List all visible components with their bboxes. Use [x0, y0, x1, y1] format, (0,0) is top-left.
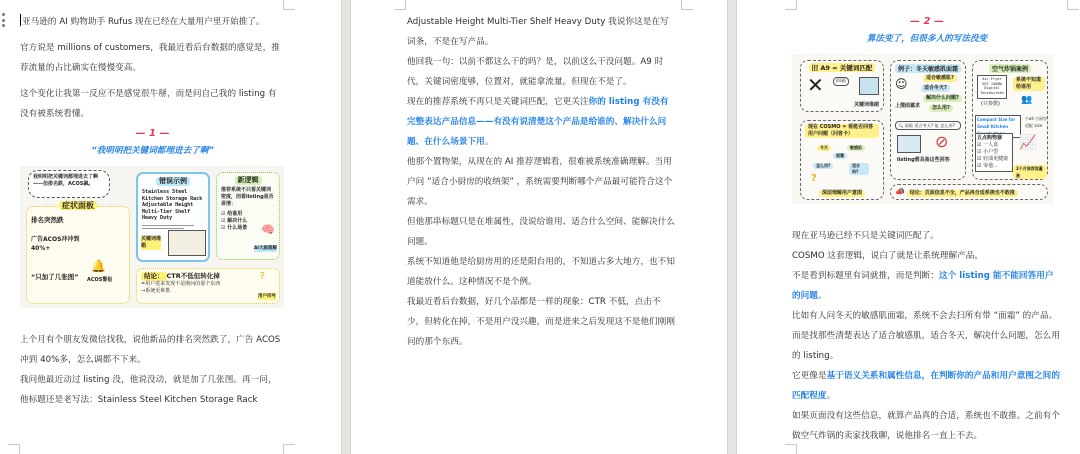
page-separator [727, 0, 737, 454]
quote-bubble: 我明明把关键词都埋进去了啊——但排名跌，ACOS飙。 [28, 170, 110, 198]
document-page-1 [0, 0, 341, 454]
page-corner-mark [283, 444, 295, 454]
new-logic-panel: 新逻辑 推荐系统不只看关键词密度，而看listing是否讲清： ☑ 给谁用 ☑ 解决什么 ☑ 什么场景 🧠 AI大脑理解 [216, 172, 280, 260]
page-1-content[interactable] [20, 12, 285, 410]
infographic-algorithm-change[interactable] [792, 54, 1054, 204]
growth-chart-icon: 📈 [1019, 135, 1037, 151]
paragraph[interactable]: 比如有人问冬天的敏感肌面霜，系统不会去扫所有带 “面霜” 的产品。而是找那些清楚表达了适合敏感肌，适合冬天，解决什么问题，怎么用的 listing。 [792, 311, 1060, 361]
symptom-panel: 症状面板 排名突然跌 广告ACOS冲冲到40%+ 🔔 ACOS警报 “只加了几张图” [26, 206, 130, 304]
paragraph[interactable]: 现在亚马逊已经不只是关键词匹配了。 [792, 231, 939, 241]
example-panel: 例子：冬天敏感肌面霜 ☺ 适合敏感肌? 适合冬天? 解决什么问题? 怎么用? 上搜面霜求 🔍 面霜 适合冬天? 能 怎么用? ⊘ listing需具备这些回答 [890, 60, 966, 180]
screen-icon [859, 77, 879, 95]
old-a9-panel: 旧 A9 = 关键词匹配 ✕ 面霜 关键词堆砌 [800, 60, 884, 112]
semantic-network-diagram: 面霜 冬天 敏感肌 怎么用? 适合吗? [813, 145, 869, 173]
prohibited-icon: ⊘ [935, 132, 949, 151]
paragraph[interactable]: 上个月有个朋友发微信找我，说他新品的排名突然跌了，广告 ACOS 冲到 40%多，怎么调都不下来。 [20, 335, 281, 365]
search-bar: 🔍 面霜 适合冬天? 能 怎么用? [895, 121, 961, 130]
paragraph[interactable]: 如果页面没有这些信息，就算产品真的合适，系统也不敢推。之前有个做空气炸锅的卖家找我聊，说他排名一直上不去。 [792, 411, 1060, 441]
question-mark-icon: ? [811, 173, 817, 184]
paragraph[interactable]: 但他那串标题只是在堆属性，没说给谁用、适合什么空间、能解决什么问题。 [407, 217, 675, 247]
question-mark-icon: ? [259, 271, 265, 282]
paragraph[interactable]: 这个变化让我第一反应不是感觉很牛掰，而是问自己我的 listing 有没有被系统看懂。 [20, 89, 277, 119]
keyword-box-icon [168, 230, 206, 256]
paragraph[interactable]: 我问他最近动过 listing 没，他说没动，就是加了几张图。再一问，他标题还是老写法：Stainless Steel Kitchen Storage Rack [20, 375, 277, 405]
cross-mark-icon: ✕ [807, 73, 824, 97]
page-corner-mark [8, 444, 20, 454]
paragraph[interactable]: 现在的推荐系统不再只是关键词匹配，它更关注你的 listing 有没有完整表达产品信息——有没有说清楚这个产品是给谁的、解决什么问题、在什么场景下用。 [407, 97, 669, 147]
alarm-bell-icon: 🔔 [91, 259, 106, 273]
section-title: “我明明把关键词都埋进去了啊” [91, 146, 214, 156]
paragraph[interactable]: 它更像是基于语义关系和属性信息，在判断你的产品和用户意图之间的匹配程度。 [792, 371, 1060, 401]
section-number: — 1 — [135, 128, 170, 139]
document-page-3 [737, 0, 1080, 454]
page-3-content[interactable] [792, 12, 1062, 446]
page-corner-mark [785, 0, 797, 10]
page-corner-mark [1067, 0, 1079, 10]
highlighted-text: 基于语义关系和属性信息，在判断你的产品和用户意图之间的匹配程度 [792, 371, 1060, 401]
text-cursor [20, 14, 21, 26]
page-corner-mark [283, 0, 295, 10]
section-title: 算法变了，但很多人的写法没变 [866, 34, 988, 44]
air-fryer-case-panel: 空气炸锅案例 Air Fryer 5QT 1500W Digital Touchscreen (只参数) 系统不知道给谁用 👥 Compact Size for Small Kitchen 小all 小厨房适配 size 五点购物器 ☑ 一人食 ☑ 小户型 ☑ 轻油更健康 ☑ 零他... 📈 2个月推荐流量涨 [972, 60, 1048, 180]
cosmo-panel: 现在 COSMO = 看能否回答用户问题（问答卡） 面霜 冬天 敏感肌 怎么用? 适合吗? ? 深层理解用户意图 [800, 120, 884, 200]
paragraph[interactable]: 我最近看后台数据，好几个品都是一样的现象：CTR 不低，点击不少，但转化在掉，不是用户没兴趣，而是进来之后发现这不是他们刚刚问的那个东西。 [407, 297, 675, 347]
paragraph[interactable]: Adjustable Height Multi-Tier Shelf Heavy Duty 我说你这是在写词条，不是在写产品。 [407, 17, 669, 47]
highlighted-text: 你的 listing 有没有完整表达产品信息——有没有说清楚这个产品是给谁的、解决什么问题、在什么场景下用 [407, 97, 669, 147]
paragraph[interactable]: 他那个置物架，从现在的 AI 推荐逻辑看，很难被系统准确理解。当用户问 “适合小厨房的收纳架” ，系统需要判断哪个产品最可能符合这个需求。 [407, 157, 673, 207]
paragraph[interactable]: 系统不知道他是给厨房用的还是阳台用的，不知道占多大地方，也不知道能放什么。这种情况不是个例。 [407, 257, 675, 287]
brain-icon: 🧠 [261, 223, 275, 236]
conclusion-panel: 📣 结论：页面信息不全，产品再合适系统也不敢推 [890, 184, 1048, 200]
megaphone-icon: 📣 [895, 187, 905, 196]
listing-page-icon [897, 135, 921, 153]
drag-handle-icon[interactable] [2, 13, 6, 27]
highlighted-text: 这个 listing 能不能回答用户的问题 [792, 271, 1054, 301]
infographic-keyword-stuffing[interactable] [20, 166, 284, 308]
selling-points-list: 五点购物器 ☑ 一人食 ☑ 小户型 ☑ 轻油更健康 ☑ 零他... [975, 133, 1013, 172]
page-corner-mark [681, 0, 693, 10]
paragraph[interactable]: COSMO 这套逻辑，说白了就是让系统理解产品。 [792, 251, 984, 261]
wrong-example-panel: 错误示例 Stainless Steel Kitchen Storage Rack Adjustable Height Multi-Tier Shelf Heavy Duty 关键词堆箱 [136, 172, 210, 262]
paragraph[interactable]: 他回我一句：以前不都这么干的吗？是，以前这么干没问题。A9 时代，关键词密度够，位置对，就能拿流量。但现在不是了。 [407, 57, 664, 87]
document-page-2 [351, 0, 727, 454]
face-icon: ☺ [895, 77, 908, 91]
page-2-content[interactable] [407, 12, 677, 352]
section-number: — 2 — [910, 16, 944, 27]
page-corner-mark [394, 0, 406, 10]
crowd-icon: 👥 [1021, 95, 1033, 105]
paragraph[interactable]: 官方说是 millions of customers，我最近看后台数据的感觉是，推荐流量的占比确实在慢慢变高。 [20, 43, 280, 73]
paragraph[interactable]: 亚马逊的 AI 购物助手 Rufus 现在已经在大量用户里开始推了。 [20, 12, 285, 32]
paragraph[interactable]: 不是看到标题里有词就推，而是判断：这个 listing 能不能回答用户的问题。 [792, 271, 1054, 301]
page-separator [341, 0, 351, 454]
conclusion-panel: 结论： CTR不低但转化掉 =用户进来发现不是刚问的那个东西 →系统更难推. ? 用户问号 [136, 268, 280, 304]
